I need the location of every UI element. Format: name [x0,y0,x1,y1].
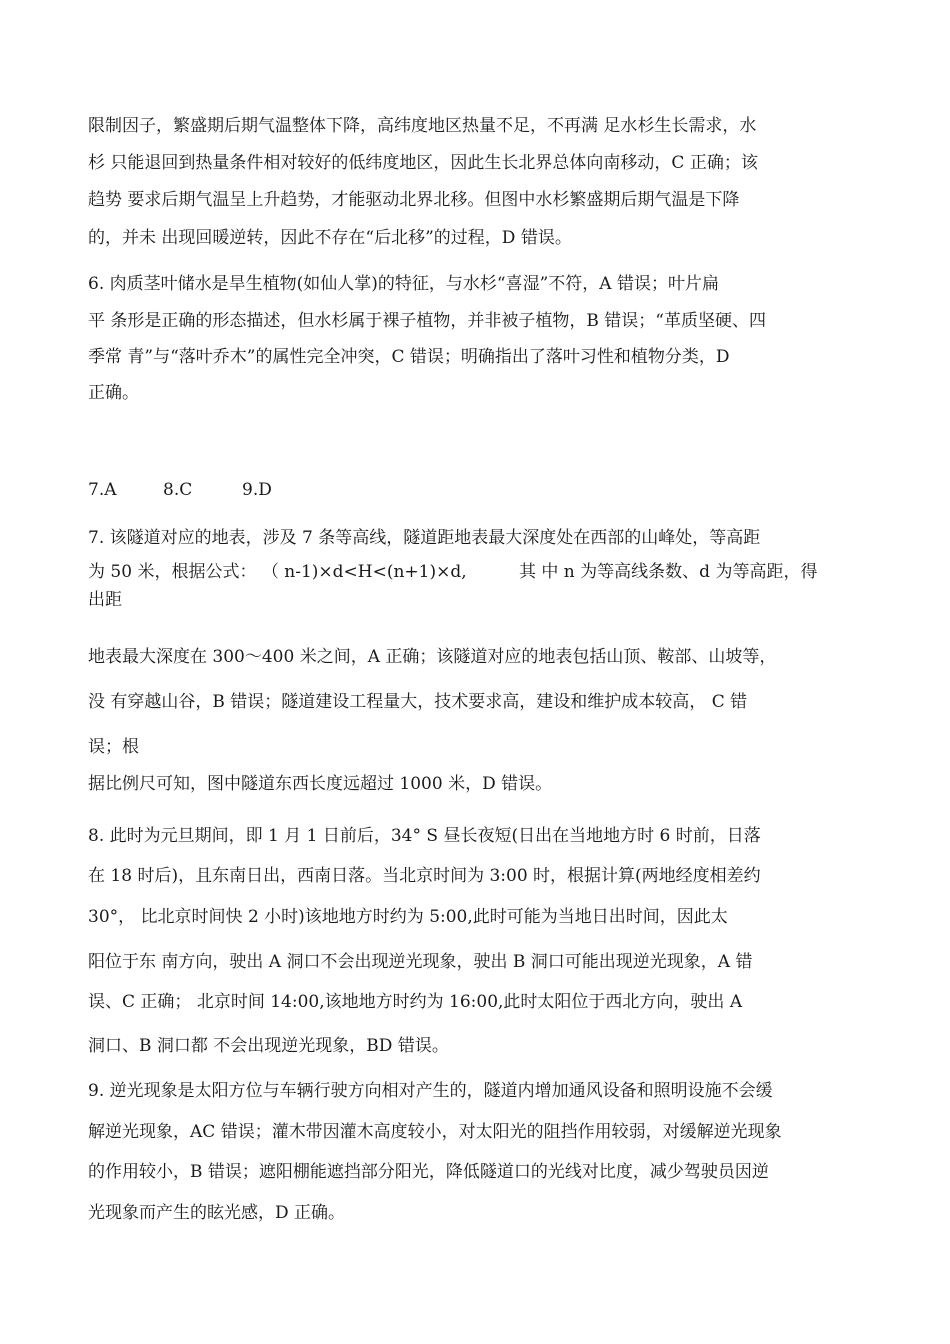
text-line: 8. 此时为元旦期间，即 1 月 1 日前后，34° S 昼长夜短(日出在当地地方时 6 时前，日落 [88,826,761,846]
text-line: 趋势 要求后期气温呈上升趋势，才能驱动北界北移。但图中水杉繁盛期后期气温是下降 [88,190,740,210]
text-line: 据比例尺可知，图中隧道东西长度远超过 1000 米，D 错误。 [88,774,553,794]
text-line: 7. 该隧道对应的地表，涉及 7 条等高线，隧道距地表最大深度处在西部的山峰处，等高距 [88,528,761,548]
text-line: 6. 肉质茎叶储水是旱生植物(如仙人掌)的特征，与水杉“喜湿”不符，A 错误；叶片扁 [88,274,719,294]
text-line: 正确。 [88,383,139,403]
text-line: 误、C 正确； 北京时间 14:00,该地地方时约为 16:00,此时太阳位于西北方向，驶出 A [88,992,743,1012]
text-line: 洞口、B 洞口都 不会出现逆光现象，BD 错误。 [88,1036,449,1056]
text-line: 的，并未 出现回暖逆转，因此不存在“后北移”的过程，D 错误。 [88,228,572,248]
text-line: 9. 逆光现象是太阳方位与车辆行驶方向相对产生的，隧道内增加通风设备和照明设施不会缓 [88,1081,773,1101]
text-line: 为 50 米，根据公式： （ n-1)×d<H<(n+1)×d, [88,562,467,582]
text-line: 其 中 n 为等高线条数、d 为等高距，得 [519,562,818,582]
text-line: 30°， 比北京时间快 2 小时)该地地方时约为 5:00,此时可能为当地日出时间，因此太 [88,907,728,927]
text-line: 在 18 时后)，且东南日出，西南日落。当北京时间为 3:00 时，根据计算(两地经度相差约 [88,866,761,886]
text-line: 的作用较小，B 错误；遮阳棚能遮挡部分阳光，降低隧道口的光线对比度，减少驾驶员因逆 [88,1162,769,1182]
text-line: 出距 [88,590,122,610]
text-line: 限制因子，繁盛期后期气温整体下降，高纬度地区热量不足，不再满 足水杉生长需求，水 [88,116,757,136]
text-line: 杉 只能退回到热量条件相对较好的低纬度地区，因此生长北界总体向南移动，C 正确；该 [88,153,758,173]
text-line: 平 条形是正确的形态描述，但水杉属于裸子植物，并非被子植物，B 错误；“革质坚硬、四 [88,311,766,331]
text-line: 误；根 [88,737,139,757]
text-line: 季常 青”与“落叶乔木”的属性完全冲突，C 错误；明确指出了落叶习性和植物分类，D [88,347,730,367]
text-line: 阳位于东 南方向，驶出 A 洞口不会出现逆光现象，驶出 B 洞口可能出现逆光现象，A 错 [88,952,753,972]
text-line: 地表最大深度在 300～400 米之间，A 正确；该隧道对应的地表包括山顶、鞍部、山坡等， [88,647,777,667]
text-line: 光现象而产生的眩光感，D 正确。 [88,1203,346,1223]
text-line: 解逆光现象，AC 错误；灌木带因灌木高度较小，对太阳光的阻挡作用较弱，对缓解逆光现象 [88,1122,782,1142]
answer-7: 7.A [88,480,117,500]
text-line: 没 有穿越山谷，B 错误；隧道建设工程量大，技术要求高，建设和维护成本较高， C 错 [88,692,748,712]
answer-8: 8.C [163,480,193,500]
answer-9: 9.D [242,480,272,500]
